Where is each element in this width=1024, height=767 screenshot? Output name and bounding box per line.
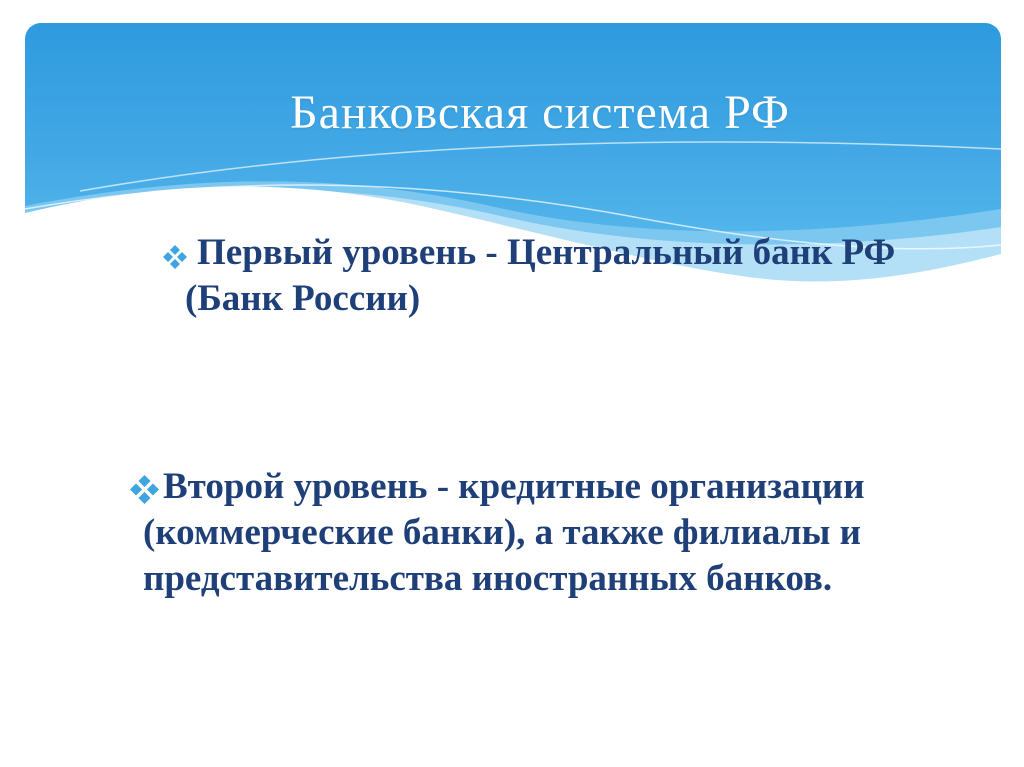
bullet-text-line: Первый уровень - Центральный банк РФ <box>197 232 896 273</box>
bullet-text-line: (Банк России) <box>185 278 421 319</box>
slide-title: Банковская система РФ <box>290 86 790 139</box>
bullet-text-line: представительства иностранных банков. <box>143 558 833 599</box>
bullet-item-second-level <box>130 464 865 602</box>
diamond-bullet-icon <box>130 475 159 504</box>
bullet-text-line: Второй уровень - кредитные организации <box>163 466 865 507</box>
bullet-item-first-level <box>163 230 895 322</box>
diamond-bullet-icon <box>163 245 187 269</box>
bullet-text-line: (коммерческие банки), а также филиалы и <box>143 512 861 553</box>
